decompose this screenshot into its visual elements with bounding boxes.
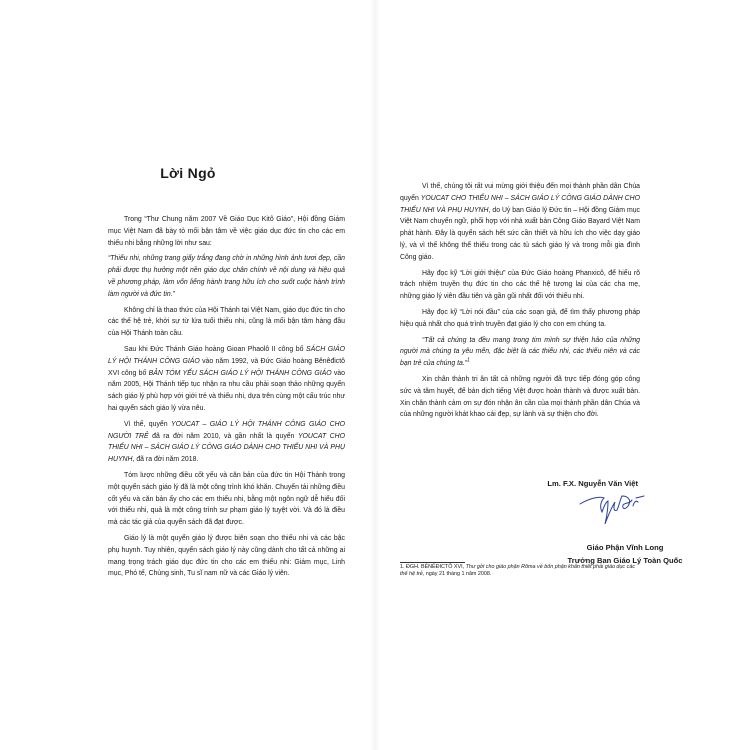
- paragraph: [400, 335, 640, 370]
- text-run: đã ra đời năm 2010, và gần nhất là quyển: [148, 432, 298, 440]
- italic-text: Thư gởi cho giáo phận Rôma về bổn phận khẩn thiết phải giáo dục các thế hệ trẻ: [400, 564, 636, 578]
- text-run: Vì thế, chúng tôi rất vui mừng giới thiệu đến mọi thành phần dân Chúa quyển: [400, 183, 640, 202]
- footnote-divider: [400, 562, 465, 563]
- italic-text: YOUCAT CHO THIẾU NHI – SÁCH GIÁO LÝ CÔNG GIÁO DÀNH CHO THIẾU NHI VÀ PHỤ HUYNH: [108, 432, 345, 464]
- text-run: , đã ra đời năm 2018.: [132, 456, 199, 464]
- italic-text: YOUCAT – GIÁO LÝ HỘI THÁNH CÔNG GIÁO CHO NGƯỜI TRẺ: [108, 420, 345, 440]
- signer-name: Lm. F.X. Nguyễn Văn Việt: [547, 479, 638, 488]
- text-run: , ngày 21 tháng 1 năm 2008.: [422, 571, 492, 578]
- italic-text: SÁCH GIÁO LÝ HỘI THÁNH CÔNG GIÁO: [108, 345, 345, 365]
- text-run: Xin chân thành tri ân tất cả những người đã trực tiếp đóng góp công sức và tâm huyết, để bản dịch tiếng Việt được hoàn thành và được xuất bản. Xin chân thành cảm ơn sự đón nhận ân cần của mọi thành phần dân Chúa và của những người khát khao cái đẹp, sự lành và sự thiện cho đời.: [400, 375, 640, 419]
- text-run: vào năm 1992, và Đức Giáo hoàng Bênêđictô XVI công bố: [108, 357, 345, 377]
- text-run: 1. ĐGH. BÊNÊĐICTÔ XVI,: [400, 564, 466, 570]
- footnote-marker: 1: [467, 357, 470, 364]
- italic-text: YOUCAT CHO THIẾU NHI – SÁCH GIÁO LÝ CÔNG GIÁO DÀNH CHO THIẾU NHI VÀ PHỤ HUYNH: [400, 194, 640, 214]
- right-body-text: [400, 181, 640, 425]
- signature-image: [578, 492, 648, 528]
- text-run: Hãy đọc kỹ “Lời giới thiệu” của Đức Giáo hoàng Phanxicô, để hiểu rõ trách nhiệm truyền thụ đức tin cho các thế hệ tương lai của các cha mẹ, những giáo lý viên đầu tiên và gần gũi nhất đối với thiếu nhi.: [400, 269, 640, 301]
- text-run: Tóm lược những điều cốt yếu và căn bản của đức tin Hội Thánh trong một quyển sách giáo lý đã là một công trình khó khăn. Chuyển tải những điều cốt yếu và căn bản ấy cho các em thiếu nhi, bằng một ngôn ngữ dễ hiểu đối với thiếu nhi, quả là một công trình sư phạm giáo lý tuyệt vời. Và đó là điều mà các tác giả của quyển sách đã đạt được.: [108, 471, 345, 527]
- text-run: “Thiếu nhi, những trang giấy trắng đang chờ in những hình ảnh tươi đẹp, cần phải được thụ hưởng một nền giáo dục chân chính về nội dung và hiệu quả về phương pháp, làm vốn liếng hành trang hữu ích cho suốt cuộc hành trình làm người và đức tin.”: [108, 255, 345, 298]
- paragraph: [400, 374, 640, 421]
- text-run: Sau khi Đức Thánh Giáo hoàng Gioan Phaolô II công bố: [124, 345, 307, 353]
- signer-role: Trưởng Ban Giáo Lý Toàn Quốc: [567, 556, 683, 565]
- text-run: “Tất cả chúng ta đều mang trong tim mình sự thiện hảo của những người mà chúng ta yêu mến, đặc biệt là các thiếu nhi, các thiếu niên và các bạn trẻ của chúng ta.”: [400, 336, 640, 368]
- text-run: Giáo lý là một quyển giáo lý được biên soạn cho thiếu nhi và các bậc phụ huynh. Tuy nhiên, quyển sách giáo lý này cũng dành cho tất cả những ai mang trọng trách giáo dục đức tin cho các em thiếu nhi: Giám mục, Linh mục, Phó tế, Chủng sinh, Tu sĩ nam nữ và các Giáo lý viên.: [108, 534, 345, 578]
- paragraph: [400, 181, 640, 264]
- text-run: , do Uỷ ban Giáo lý Đức tin – Hội đồng Giám mục Việt Nam chuyển ngữ, phối hợp với nhà xuất bản Công Giáo Bayard Việt Nam phát hành. Đây là quyển sách hết sức cần thiết và hữu ích cho việc dạy giáo lý, và vì thế không thể thiếu trong các tủ sách giáo lý và trong mỗi gia đình Công giáo.: [400, 206, 640, 261]
- footnote: [400, 564, 638, 579]
- text-run: Vì thế, quyển: [124, 420, 171, 428]
- signer-diocese: Giáo Phận Vĩnh Long: [586, 543, 664, 552]
- paragraph: [400, 307, 640, 331]
- text-run: Trong “Thư Chung năm 2007 Về Giáo Dục Kitô Giáo”, Hội đồng Giám mục Việt Nam đã bày tỏ mối bận tâm về việc giáo dục đức tin cho các em thiếu nhi bằng những lời như sau:: [108, 216, 345, 247]
- text-run: Hãy đọc kỹ “Lời nói đầu” của các soạn giả, để tìm thấy phương pháp hiệu quả nhất cho quá trình truyền đạt giáo lý cho con em chúng ta.: [400, 308, 640, 328]
- text-run: Không chỉ là thao thức của Hội Thánh tại Việt Nam, giáo dục đức tin cho các thế hệ trẻ, khởi sự từ lứa tuổi thiếu nhi, cũng là mối bận tâm hàng đầu của Hội Thánh toàn cầu.: [108, 306, 345, 338]
- text-run: vào năm 2005, Hội Thánh tiếp tục nhận ra nhu cầu phải soạn thảo những quyển sách giáo lý phù hợp với giới trẻ và thiếu nhi, dựa trên cùng một cấu trúc như hai quyển sách giáo lý vừa nêu.: [108, 369, 345, 412]
- paragraph: [400, 268, 640, 303]
- italic-text: BẢN TÓM YẾU SÁCH GIÁO LÝ HỘI THÁNH CÔNG GIÁO: [148, 369, 332, 377]
- page-title: Lời Ngỏ: [160, 165, 216, 181]
